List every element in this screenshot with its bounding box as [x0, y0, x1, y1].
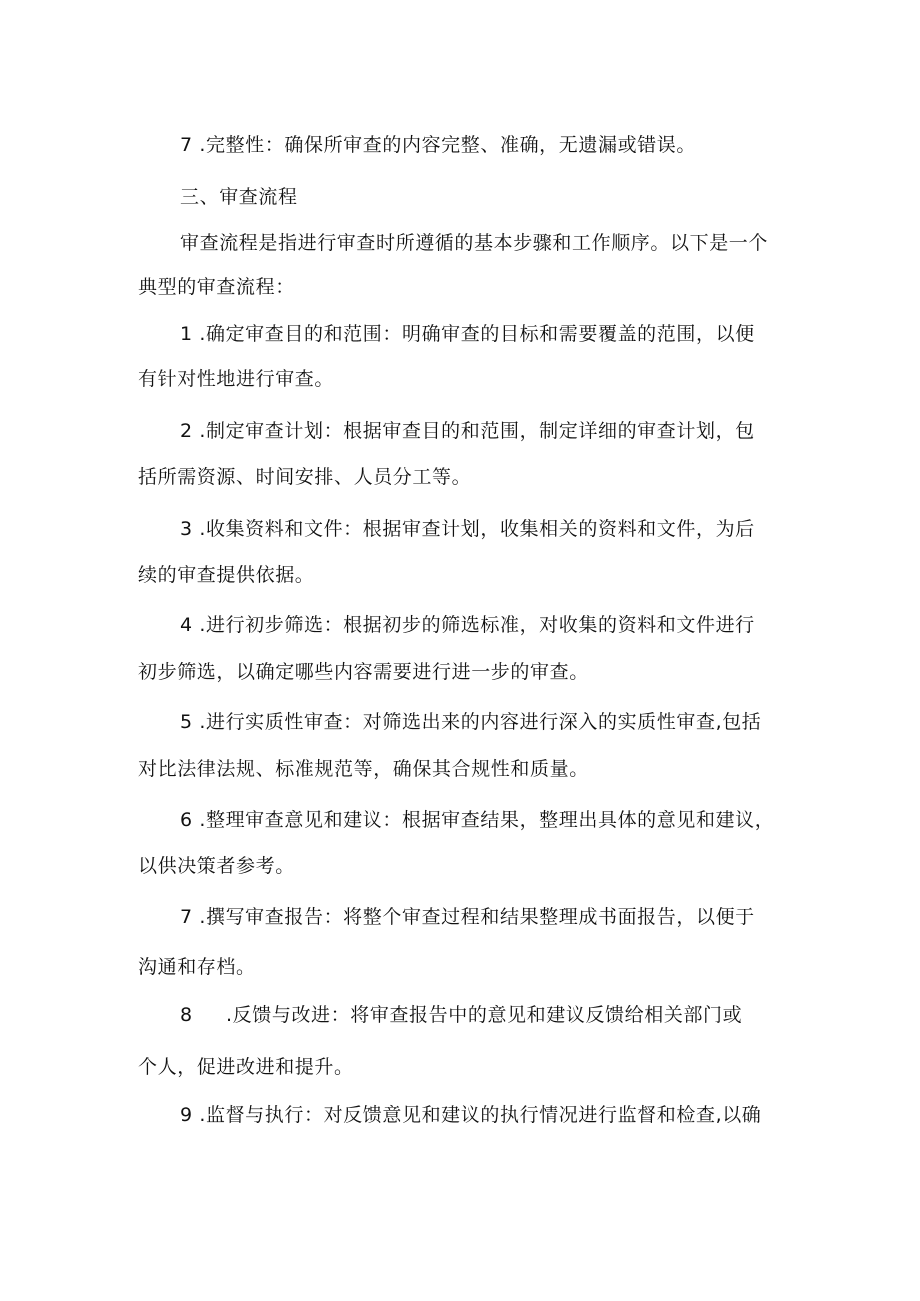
step-7-line: 7 .撰写审查报告：将整个审查过程和结果整理成书面报告，以便于 — [180, 906, 755, 928]
step-2-line: 2 .制定审查计划：根据审查目的和范围，制定详细的审查计划，包 — [180, 420, 755, 442]
paragraph-line: 典型的审查流程： — [138, 276, 295, 298]
step-1-line: 1 .确定审查目的和范围：明确审查的目标和需要覆盖的范围，以便 — [180, 323, 755, 345]
step-4-line: 4 .进行初步筛选：根据初步的筛选标准，对收集的资料和文件进行 — [180, 614, 755, 636]
step-7-line: 沟通和存档。 — [138, 956, 256, 978]
item-7-completeness: 7 .完整性：确保所审查的内容完整、准确，无遗漏或错误。 — [180, 134, 696, 156]
step-5-line: 5 .进行实质性审查：对筛选出来的内容进行深入的实质性审查,包括 — [180, 711, 762, 733]
step-8-line: .反馈与改进：将审查报告中的意见和建议反馈给相关部门或 — [226, 1004, 743, 1026]
step-8-line: 个人，促进改进和提升。 — [138, 1056, 354, 1078]
step-9-line: 9 .监督与执行：对反馈意见和建议的执行情况进行监督和检查,以确 — [180, 1104, 762, 1126]
step-6-line: 以供决策者参考。 — [138, 855, 295, 877]
paragraph-line: 审查流程是指进行审查时所遵循的基本步骤和工作顺序。以下是一个 — [180, 232, 769, 254]
section-heading: 三、审查流程 — [180, 186, 298, 208]
step-3-line: 3 .收集资料和文件：根据审查计划，收集相关的资料和文件，为后 — [180, 518, 755, 540]
step-6-line: 6 .整理审查意见和建议：根据审查结果，整理出具体的意见和建议， — [180, 809, 775, 831]
step-8-number: 8 — [180, 1004, 193, 1026]
step-2-line: 括所需资源、时间安排、人员分工等。 — [138, 466, 472, 488]
step-5-line: 对比法律法规、标准规范等，确保其合规性和质量。 — [138, 758, 589, 780]
step-4-line: 初步筛选，以确定哪些内容需要进行进一步的审查。 — [138, 661, 589, 683]
step-1-line: 有针对性地进行审查。 — [138, 368, 335, 390]
step-3-line: 续的审查提供依据。 — [138, 564, 315, 586]
